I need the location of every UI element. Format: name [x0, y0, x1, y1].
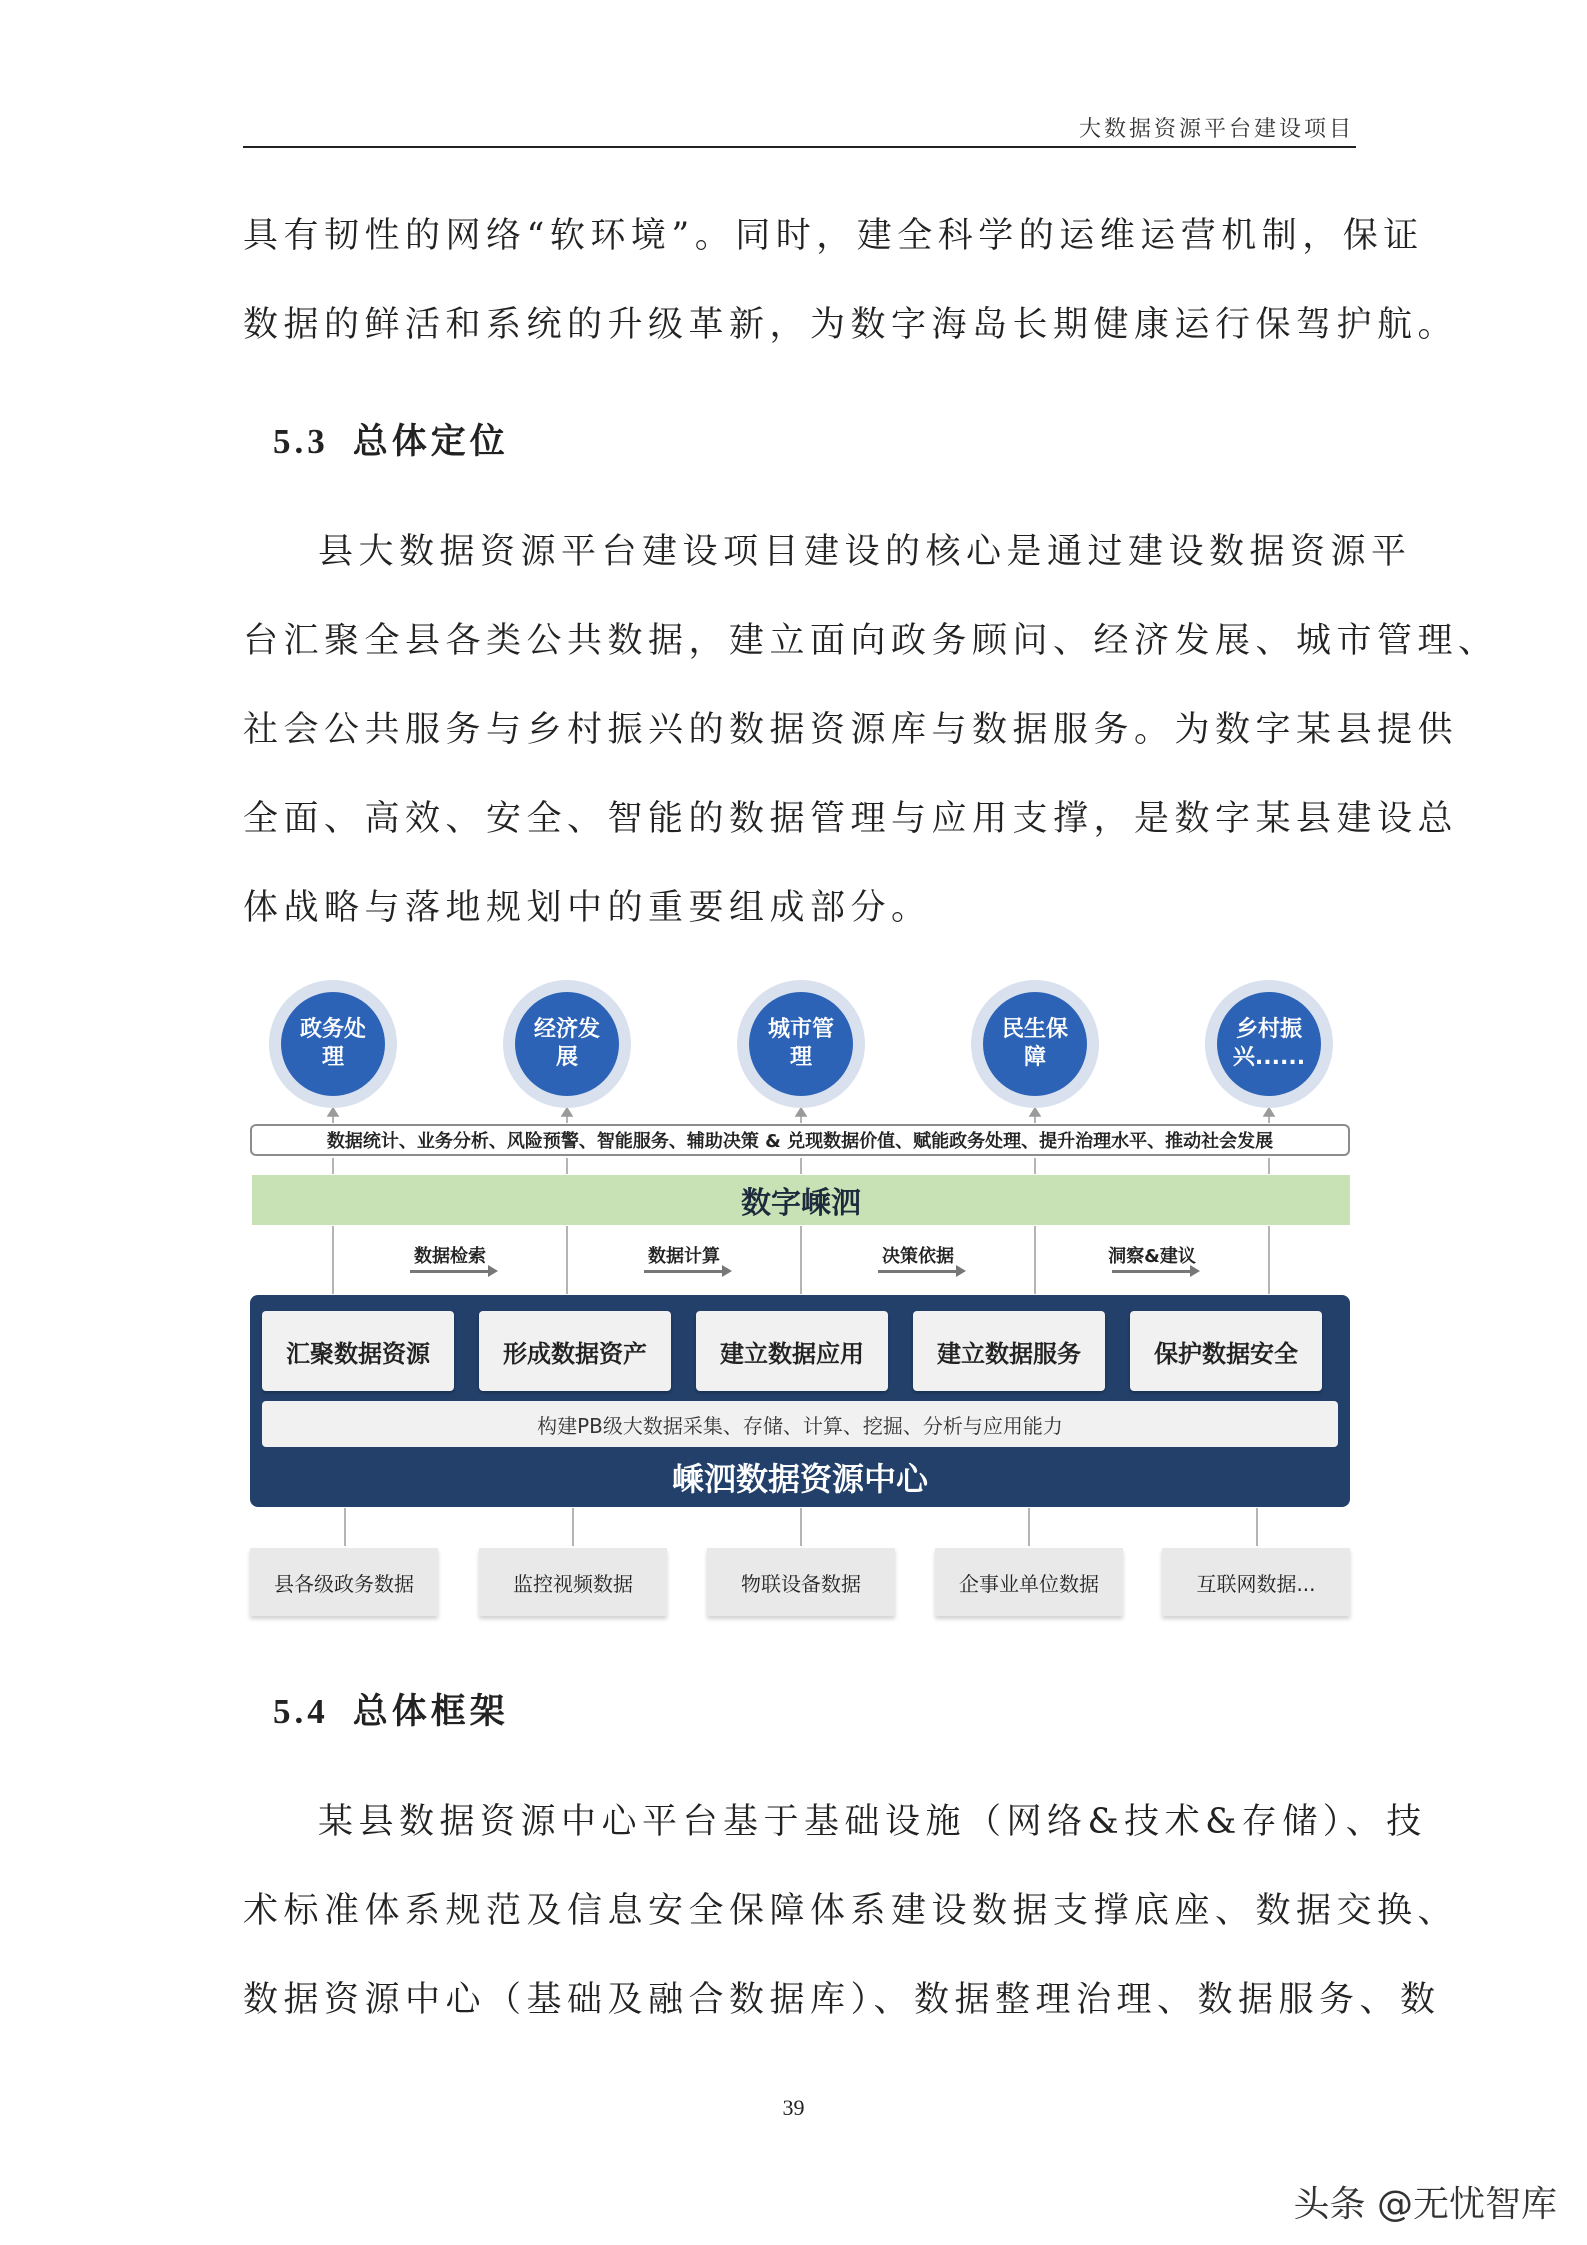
function-box: 建立数据应用 [696, 1311, 888, 1391]
circle-label: 城市管理 [767, 1017, 834, 1070]
section-number: 5.4 [273, 1692, 329, 1731]
function-box: 建立数据服务 [913, 1311, 1105, 1391]
header-title: 大数据资源平台建设项目 [1078, 117, 1354, 142]
circle-label: 民生保障 [1001, 1017, 1068, 1070]
section-heading-5-3 [273, 414, 509, 464]
text-line: 数据资源中心（基础及融合数据库）、数据整理治理、数据服务、数 [243, 1980, 1441, 2020]
source-box: 县各级政务数据 [250, 1548, 438, 1616]
function-box: 形成数据资产 [479, 1311, 671, 1391]
watermark: 头条 @无忧智库 [1293, 2184, 1557, 2225]
data-resource-center [250, 1295, 1350, 1507]
center-title: 嵊泗数据资源中心 [671, 1460, 928, 1498]
paragraph-positioning [243, 508, 1499, 953]
text-line: 术标准体系规范及信息安全保障体系建设数据支撑底座、数据交换、 [243, 1891, 1459, 1931]
section-title: 总体框架 [352, 1691, 509, 1732]
capability-bar: 构建PB级大数据采集、存储、计算、挖掘、分析与应用能力 [262, 1401, 1338, 1447]
circle-label: 政务处理 [299, 1017, 366, 1070]
text-line: 台汇聚全县各类公共数据，建立面向政务顾问、经济发展、城市管理、 [243, 621, 1499, 661]
mid-arrow [410, 1270, 490, 1273]
mid-label: 数据计算 [648, 1246, 720, 1267]
section-number: 5.3 [273, 422, 329, 461]
architecture-diagram [240, 980, 1360, 1640]
mid-arrow [878, 1270, 958, 1273]
circle-livelihood [971, 980, 1099, 1108]
text-line: 县大数据资源平台建设项目建设的核心是通过建设数据资源平 [318, 532, 1412, 572]
mid-arrow [1112, 1270, 1192, 1273]
text-line: 全面、高效、安全、智能的数据管理与应用支撑，是数字某县建设总 [243, 799, 1459, 839]
value-bar: 数据统计、业务分析、风险预警、智能服务、辅助决策 & 兑现数据价值、赋能政务处理、提升治理水平、推动社会发展 [250, 1124, 1350, 1156]
mid-label: 决策依据 [882, 1246, 954, 1267]
source-box: 监控视频数据 [479, 1548, 667, 1616]
header-rule [243, 146, 1356, 148]
source-box: 互联网数据... [1162, 1548, 1350, 1616]
text-line: 体战略与落地规划中的重要组成部分。 [243, 888, 932, 928]
page-number: 39 [782, 2095, 805, 2120]
text-line: 社会公共服务与乡村振兴的数据资源库与数据服务。为数字某县提供 [243, 710, 1459, 750]
function-box: 汇聚数据资源 [262, 1311, 454, 1391]
source-box: 物联设备数据 [707, 1548, 895, 1616]
source-box: 企事业单位数据 [935, 1548, 1123, 1616]
mid-label: 数据检索 [414, 1246, 486, 1267]
circle-label: 乡村振兴...... [1232, 1017, 1306, 1070]
circle-government [269, 980, 397, 1108]
section-title: 总体定位 [352, 421, 509, 462]
text-line: 数据的鲜活和系统的升级革新，为数字海岛长期健康运行保驾护航。 [243, 305, 1459, 345]
circle-label: 经济发展 [533, 1017, 600, 1070]
mid-label: 洞察&建议 [1108, 1246, 1196, 1267]
section-heading-5-4 [273, 1684, 509, 1734]
circle-city [737, 980, 865, 1108]
mid-arrow [644, 1270, 724, 1273]
text-line: 具有韧性的网络“软环境”。同时，建全科学的运维运营机制，保证 [243, 216, 1424, 256]
circle-rural [1205, 980, 1333, 1108]
circle-economy [503, 980, 631, 1108]
function-box: 保护数据安全 [1130, 1311, 1322, 1391]
digital-shengsi-band: 数字嵊泗 [252, 1175, 1350, 1225]
text-line: 某县数据资源中心平台基于基础设施（网络&技术&存储）、技 [318, 1802, 1427, 1842]
paragraph-intro [243, 192, 1459, 370]
paragraph-framework [243, 1778, 1459, 2045]
